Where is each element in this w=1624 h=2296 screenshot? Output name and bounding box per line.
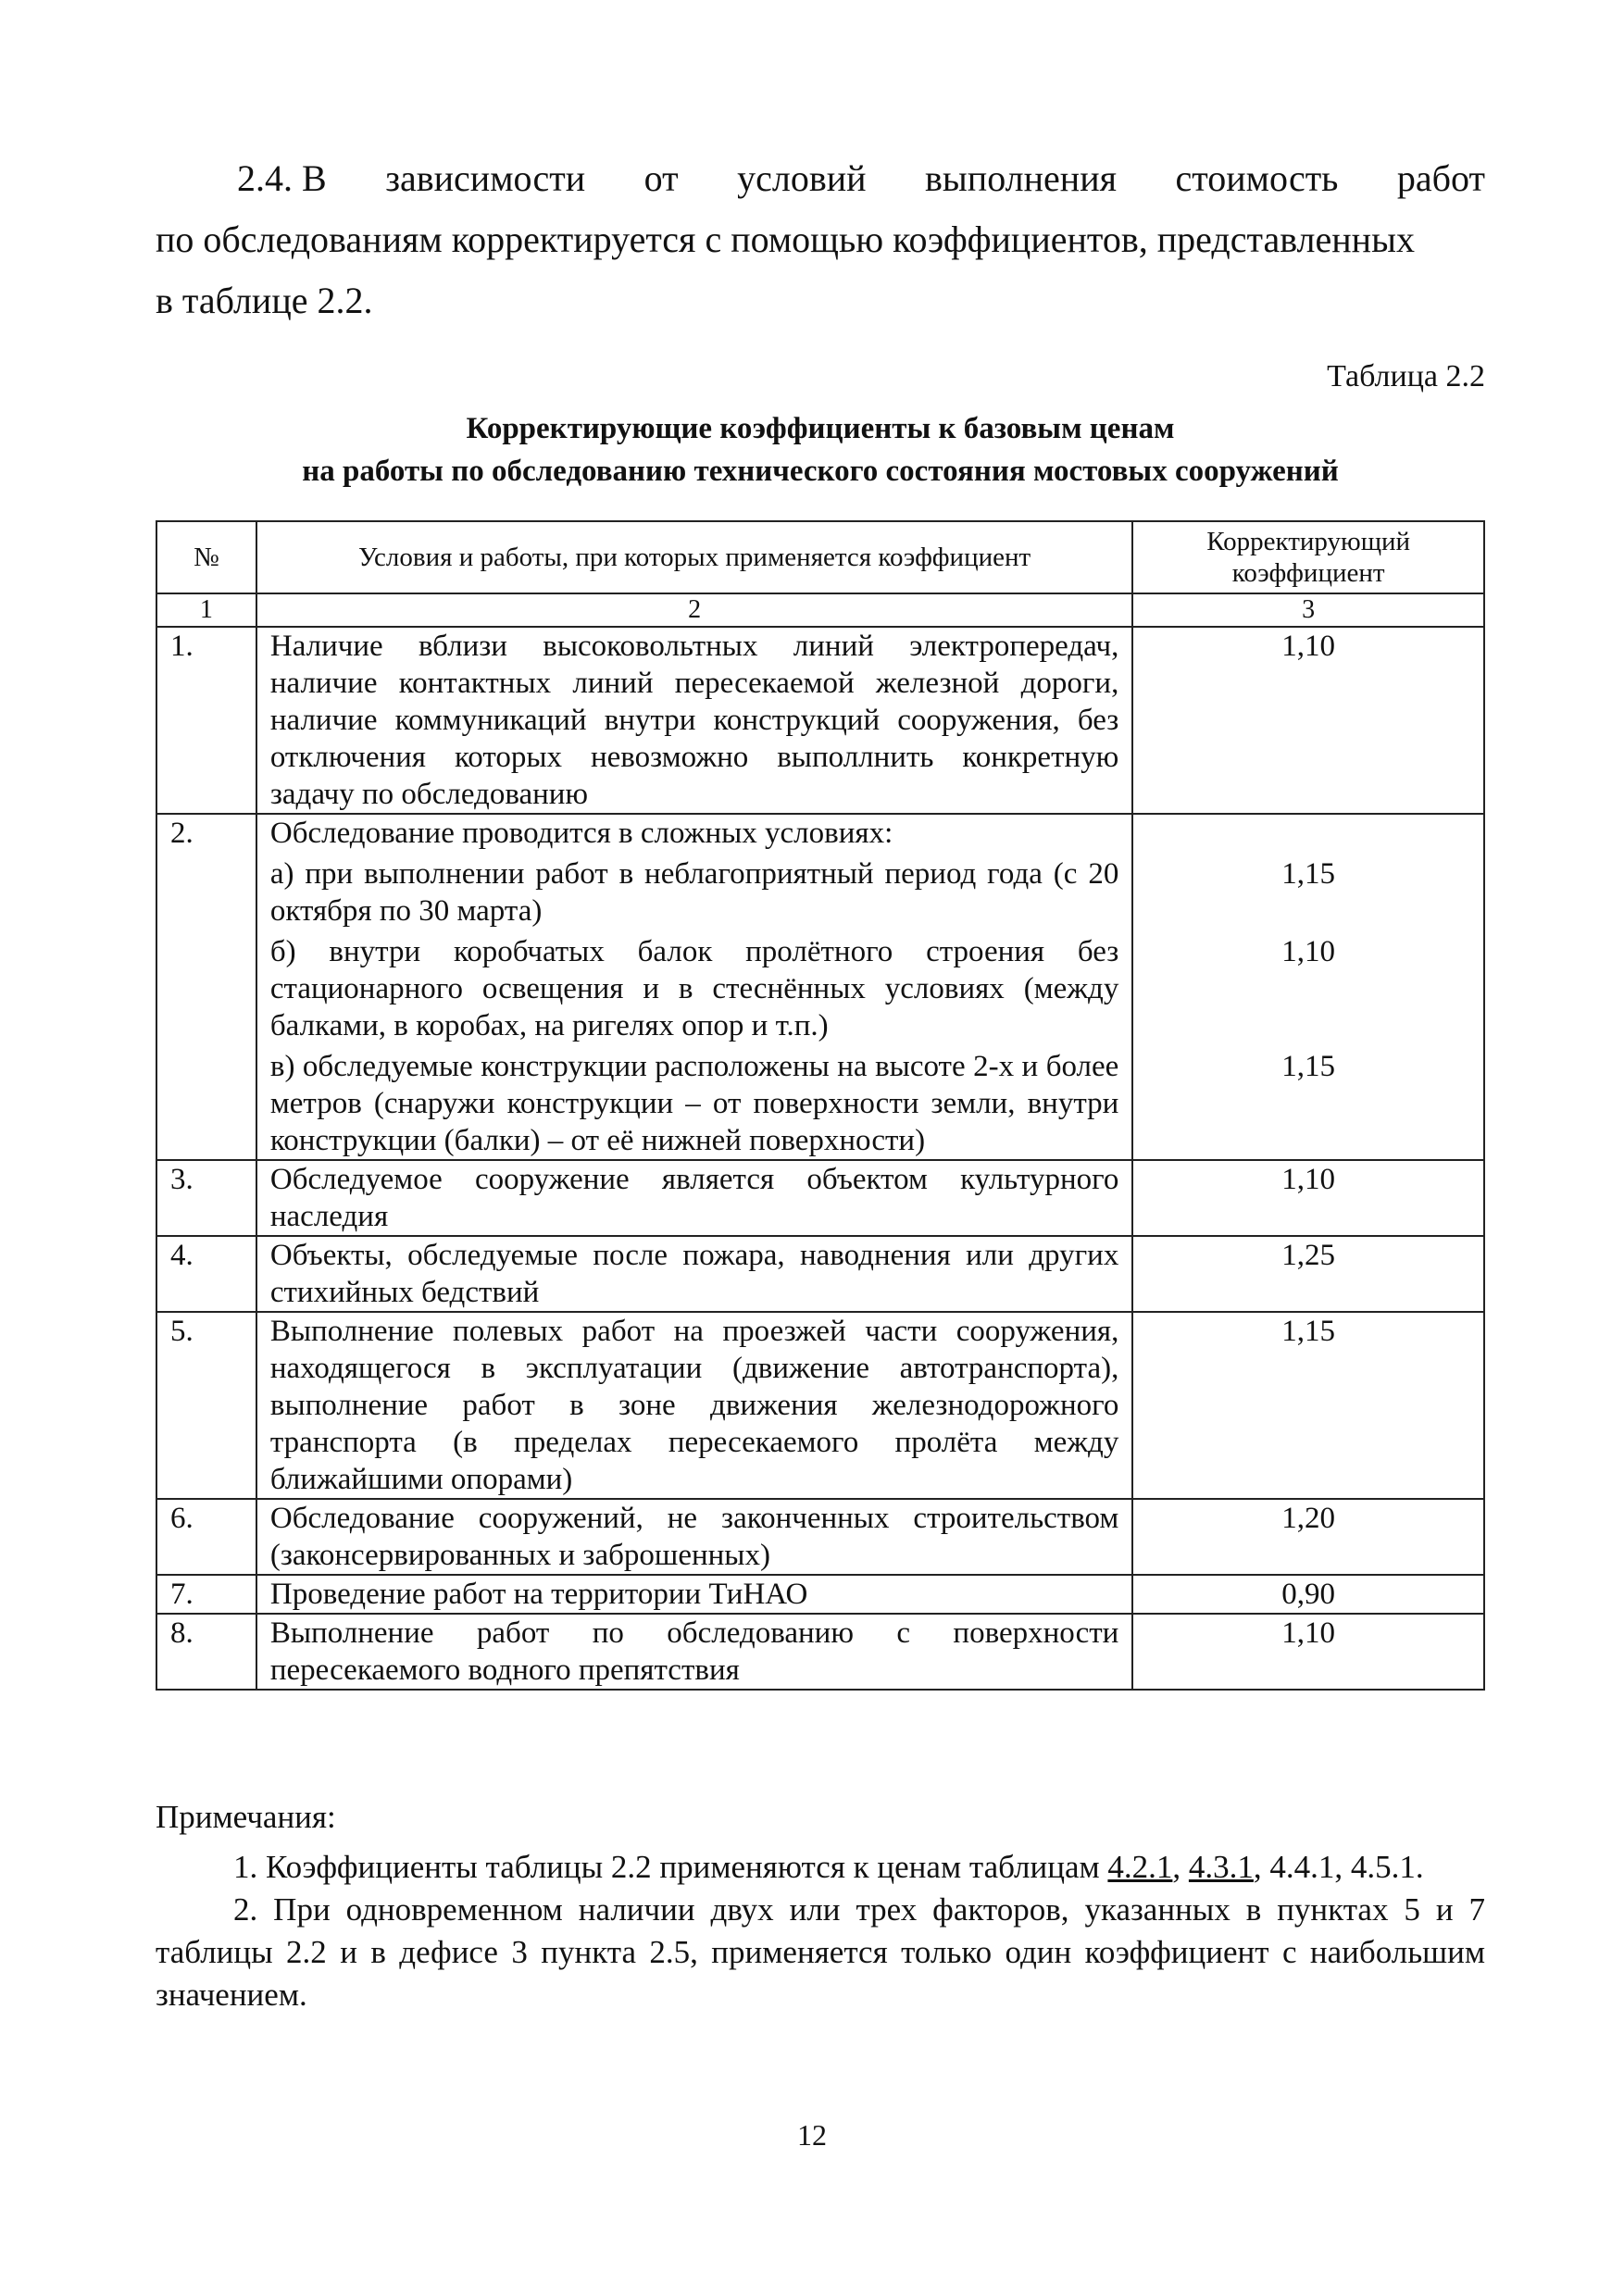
row-conditions: Выполнение работ по обследованию с поверхности пересекаемого водного препятствия xyxy=(256,1614,1132,1690)
row-number: 6. xyxy=(156,1499,256,1575)
row-coefficient: 1,10 xyxy=(1132,1160,1484,1236)
row-coefficient: 1,10 xyxy=(1132,627,1484,814)
row-conditions-heading: Обследование проводится в сложных условиях: xyxy=(269,817,893,850)
sub-coefficient-a: 1,15 xyxy=(1281,857,1336,891)
intro-line-3: в таблице 2.2. xyxy=(156,280,373,321)
table-row xyxy=(156,1160,1484,1236)
note-1 xyxy=(156,1846,1485,1889)
header-number: № xyxy=(156,521,256,593)
table-row xyxy=(156,627,1484,814)
note-1-link-4-3-1[interactable]: 4.3.1 xyxy=(1188,1849,1254,1885)
row-number: 3. xyxy=(156,1160,256,1236)
row-conditions: Проведение работ на территории ТиНАО xyxy=(256,1575,1132,1614)
notes-heading: Примечания: xyxy=(156,1799,336,1835)
row-coefficient: 1,15 xyxy=(1132,1312,1484,1499)
row-coefficient xyxy=(1132,814,1484,1160)
sub-coefficient-b: 1,10 xyxy=(1281,935,1336,968)
intro-paragraph xyxy=(156,148,1485,331)
note-2: 2. При одновременном наличии двух или трех факторов, указанных в пунктах 5 и 7 таблицы 2.2 и в дефисе 3 пункта 2.5, применяется только один коэффициент с наибольшим значением. xyxy=(156,1891,1485,2013)
sub-coefficient-c: 1,15 xyxy=(1281,1050,1336,1083)
index-cell: 1 xyxy=(156,593,256,627)
row-conditions: Объекты, обследуемые после пожара, наводнения или других стихийных бедствий xyxy=(256,1236,1132,1312)
intro-word: выполнения xyxy=(925,157,1118,199)
table-row xyxy=(156,1499,1484,1575)
intro-line-2: по обследованиям корректируется с помощью коэффициентов, представленных xyxy=(156,218,1415,260)
intro-line-1 xyxy=(156,148,1485,209)
row-number: 7. xyxy=(156,1575,256,1614)
row-coefficient: 1,25 xyxy=(1132,1236,1484,1312)
row-conditions: Обследование сооружений, не законченных строительством (законсервированных и заброшенных) xyxy=(256,1499,1132,1575)
row-number: 8. xyxy=(156,1614,256,1690)
coef-spacer xyxy=(1146,815,1470,852)
row-coefficient: 1,10 xyxy=(1132,1614,1484,1690)
note-1-separator: , xyxy=(1172,1849,1189,1885)
header-conditions: Условия и работы, при которых применяется коэффициент xyxy=(256,521,1132,593)
row-number: 2. xyxy=(156,814,256,1160)
index-cell: 2 xyxy=(256,593,1132,627)
intro-word: работ xyxy=(1396,157,1485,199)
note-1-link-4-2-1[interactable]: 4.2.1 xyxy=(1107,1849,1173,1885)
table-title-line-2: на работы по обследованию технического состояния мостовых сооружений xyxy=(302,455,1339,488)
table-row xyxy=(156,1575,1484,1614)
row-coefficient: 0,90 xyxy=(1132,1575,1484,1614)
table-label: Таблица 2.2 xyxy=(1327,359,1485,393)
table-row xyxy=(156,1312,1484,1499)
note-1-text: 1. Коэффициенты таблицы 2.2 применяются к ценам таблицам xyxy=(233,1849,1108,1885)
table-row xyxy=(156,1614,1484,1690)
intro-word: от xyxy=(643,157,679,199)
table-row xyxy=(156,1236,1484,1312)
row-number: 5. xyxy=(156,1312,256,1499)
table-index-row xyxy=(156,593,1484,627)
row-number: 1. xyxy=(156,627,256,814)
page-number: 12 xyxy=(797,2118,827,2152)
row-conditions xyxy=(256,814,1132,1160)
sub-condition-a: а) при выполнении работ в неблагоприятный период года (с 20 октября по 30 марта) xyxy=(269,857,1119,928)
header-coefficient: Корректирующий коэффициент xyxy=(1132,521,1484,593)
row-coefficient: 1,20 xyxy=(1132,1499,1484,1575)
sub-condition-c: в) обследуемые конструкции расположены на высоте 2-х и более метров (снаружи конструкции – от поверхности земли, внутри конструкции (балки) – от её нижней поверхности) xyxy=(269,1050,1119,1157)
row-conditions: Выполнение полевых работ на проезжей части сооружения, находящегося в эксплуатации (движение автотранспорта), выполнение работ в зоне движения железнодорожного транспорта (в пределах пересекаемого пролёта между ближайшими опорами) xyxy=(256,1312,1132,1499)
table-title xyxy=(156,407,1485,493)
row-conditions: Наличие вблизи высоковольтных линий электропередач, наличие контактных линий пересекаемой железной дороги, наличие коммуникаций внутри конструкций сооружения, без отключения которых невозможно выполлнить конкретную задачу по обследованию xyxy=(256,627,1132,814)
index-cell: 3 xyxy=(1132,593,1484,627)
intro-word: условий xyxy=(737,157,867,199)
sub-condition-b: б) внутри коробчатых балок пролётного строения без стационарного освещения и в стеснённых условиях (между балками, в коробах, на ригелях опор и т.п.) xyxy=(269,935,1119,1042)
table-row xyxy=(156,814,1484,1160)
coefficients-table xyxy=(156,520,1485,1691)
row-conditions: Обследуемое сооружение является объектом культурного наследия xyxy=(256,1160,1132,1236)
notes-section xyxy=(156,1796,1485,2016)
intro-word: стоимость xyxy=(1175,157,1339,199)
intro-word: зависимости xyxy=(385,157,586,199)
table-title-line-1: Корректирующие коэффициенты к базовым ценам xyxy=(466,412,1175,445)
table-header-row xyxy=(156,521,1484,593)
intro-word: 2.4. В xyxy=(237,157,327,199)
note-1-suffix: , 4.4.1, 4.5.1. xyxy=(1253,1849,1424,1885)
row-number: 4. xyxy=(156,1236,256,1312)
